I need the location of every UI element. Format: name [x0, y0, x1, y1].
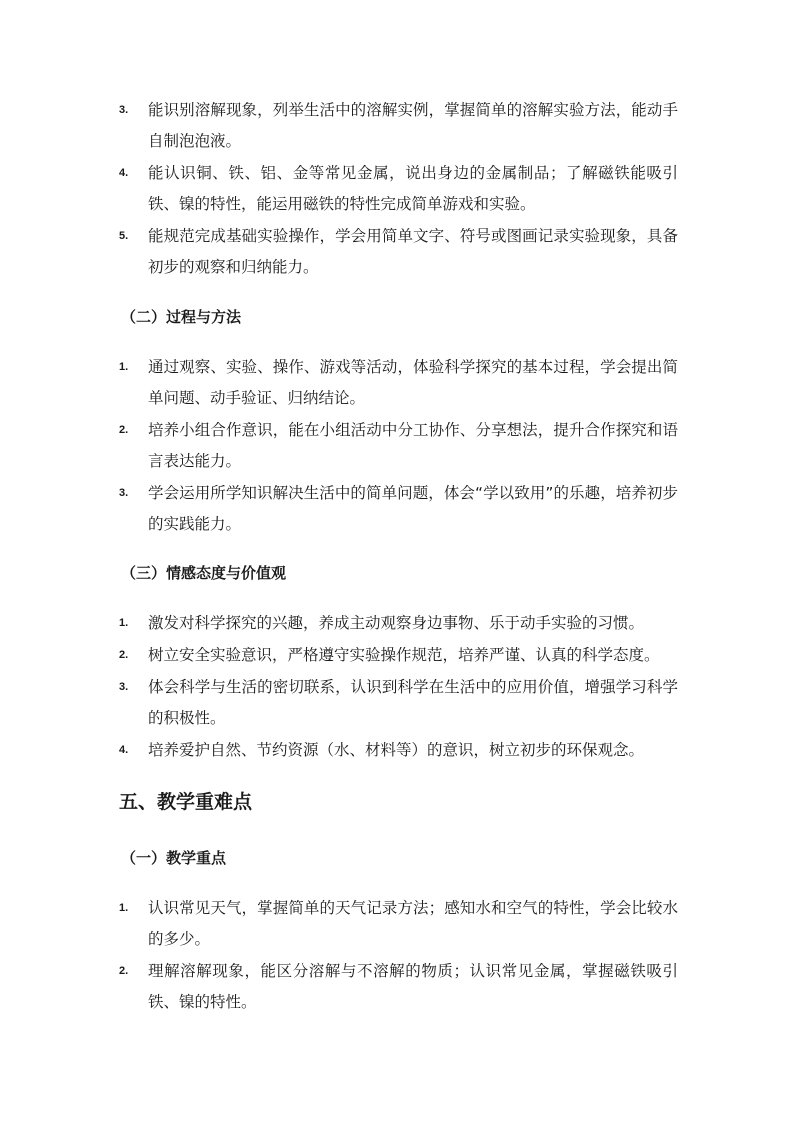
list-item-number: 3.	[119, 681, 129, 693]
teaching-focus-heading: （一）教学重点	[121, 849, 227, 867]
list-item-text: 理解溶解现象，能区分溶解与不溶解的物质；认识常见金属，掌握磁铁吸引铁、镍的特性。	[148, 962, 678, 1011]
list-item	[0, 735, 678, 766]
list-item-number: 4.	[119, 167, 129, 179]
list-item	[0, 893, 678, 955]
list-item-text: 通过观察、实验、操作、游戏等活动，体验科学探究的基本过程，学会提出简单问题、动手验证、归纳结论。	[148, 358, 678, 407]
list-item	[0, 415, 678, 477]
list-item-text: 能识别溶解现象，列举生活中的溶解实例，掌握简单的溶解实验方法，能动手自制泡泡液。	[148, 101, 678, 150]
list-item-number: 5.	[119, 230, 129, 242]
list-item	[0, 672, 678, 734]
list-item-number: 2.	[119, 649, 129, 661]
list-item-number: 3.	[119, 487, 129, 499]
list-item-text: 激发对科学探究的兴趣，养成主动观察身边事物、乐于动手实验的习惯。	[148, 614, 645, 632]
list-item-number: 1.	[119, 902, 129, 914]
list-item	[0, 640, 678, 671]
section-five-title: 五、教学重难点	[119, 791, 253, 813]
knowledge-goals-list	[0, 95, 794, 284]
list-item-text: 能规范完成基础实验操作，学会用简单文字、符号或图画记录实验现象，具备初步的观察和归纳能力。	[148, 227, 678, 276]
list-item	[0, 608, 678, 639]
list-item-number: 3.	[119, 104, 129, 116]
list-item-text: 能认识铜、铁、铝、金等常见金属，说出身边的金属制品；了解磁铁能吸引铁、镍的特性，能运用磁铁的特性完成简单游戏和实验。	[148, 164, 678, 213]
list-item	[0, 158, 678, 220]
attitude-values-heading: （三）情感态度与价值观	[121, 564, 287, 582]
list-item-text: 培养爱护自然、节约资源（水、材料等）的意识，树立初步的环保观念。	[148, 741, 645, 759]
list-item	[0, 478, 678, 540]
list-item-number: 1.	[119, 617, 129, 629]
process-method-list	[0, 352, 794, 541]
list-item-number: 4.	[119, 744, 129, 756]
list-item	[0, 352, 678, 414]
list-item-text: 认识常见天气，掌握简单的天气记录方法；感知水和空气的特性，学会比较水的多少。	[148, 899, 678, 948]
list-item	[0, 95, 678, 157]
list-item-number: 1.	[119, 361, 129, 373]
list-item-text: 体会科学与生活的密切联系，认识到科学在生活中的应用价值，增强学习科学的积极性。	[148, 678, 678, 727]
list-item-number: 2.	[119, 965, 129, 977]
list-item-number: 2.	[119, 424, 129, 436]
list-item-text: 学会运用所学知识解决生活中的简单问题，体会“学以致用”的乐趣，培养初步的实践能力。	[148, 484, 678, 533]
list-item	[0, 221, 678, 283]
list-item-text: 培养小组合作意识，能在小组活动中分工协作、分享想法，提升合作探究和语言表达能力。	[148, 421, 678, 470]
list-item	[0, 956, 678, 1018]
teaching-focus-list	[0, 893, 794, 1019]
process-method-heading: （二）过程与方法	[121, 308, 242, 326]
attitude-values-list	[0, 608, 794, 767]
list-item-text: 树立安全实验意识，严格遵守实验操作规范，培养严谨、认真的科学态度。	[148, 646, 660, 664]
